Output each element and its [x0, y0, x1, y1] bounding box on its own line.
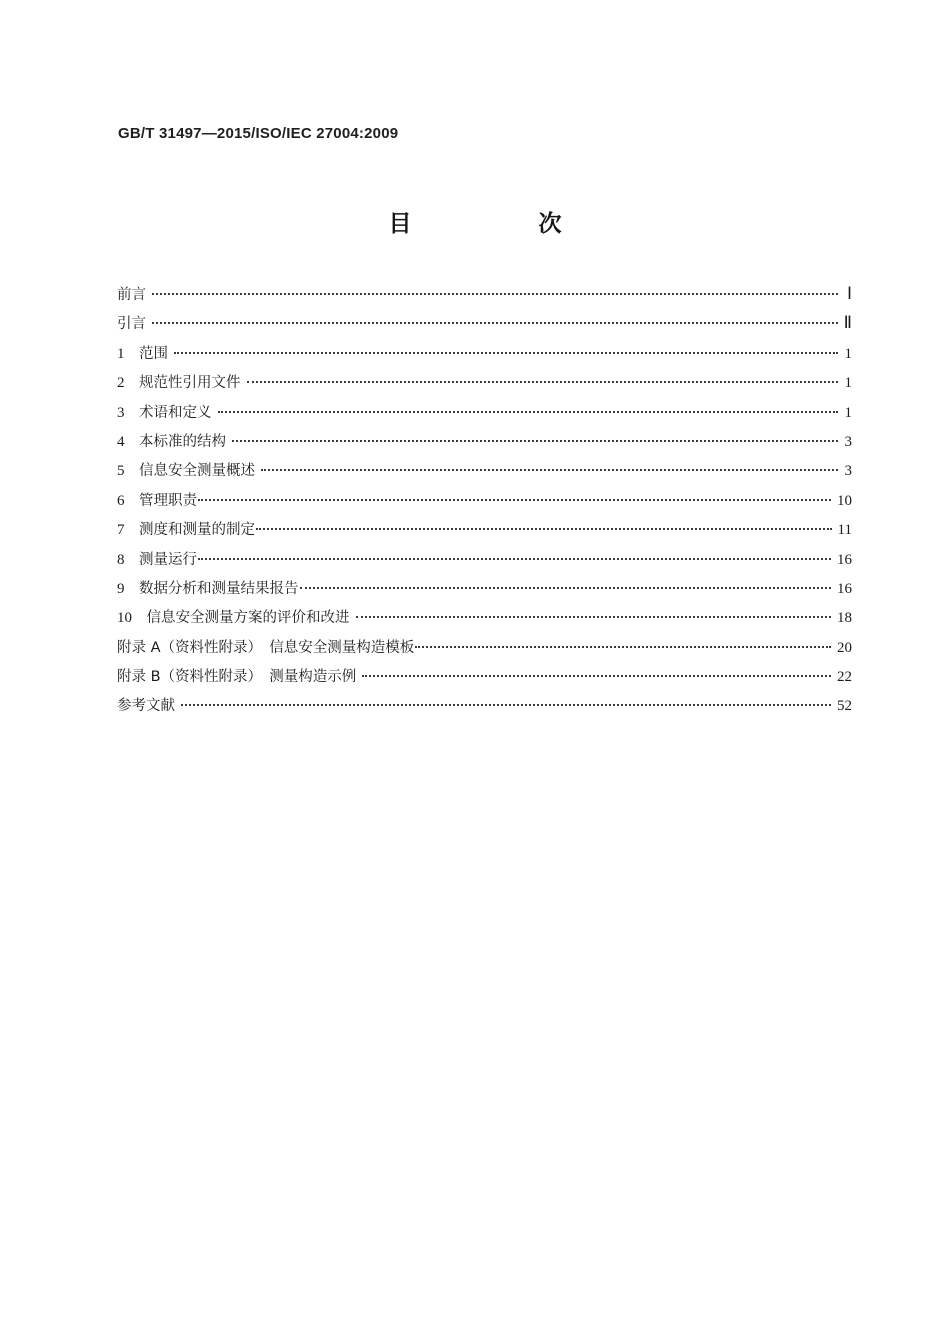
toc-entry-text: [117, 342, 168, 363]
leader-dots: [261, 469, 838, 471]
leader-dots: [152, 293, 838, 295]
toc-entry-text: [117, 606, 350, 627]
toc-entry-5[interactable]: [117, 459, 852, 488]
toc-entry-label: 前言: [117, 287, 146, 303]
toc-entry-page: Ⅱ: [843, 313, 852, 333]
leader-dots: [198, 558, 831, 560]
toc-entry-label: 数据分析和测量结果报告: [139, 580, 299, 597]
toc-entry-3[interactable]: [117, 401, 852, 430]
leader-dots: [362, 675, 831, 677]
toc-entry-page: 22: [837, 669, 852, 686]
toc-entry-number: 7: [117, 522, 125, 539]
toc-entry-8[interactable]: [117, 548, 852, 577]
toc-entry-page: 16: [837, 580, 852, 597]
toc-entry-number: 5: [117, 463, 125, 480]
toc-entry-label: 测量运行: [139, 551, 197, 568]
toc-entry-number: 3: [117, 404, 125, 421]
leader-dots: [152, 322, 838, 324]
leader-dots: [356, 616, 832, 618]
toc-entry-introduction[interactable]: [117, 312, 852, 341]
toc-entry-9[interactable]: [117, 577, 852, 606]
toc-entry-6[interactable]: [117, 489, 852, 518]
toc-entry-number: 10: [117, 610, 132, 627]
toc-entry-label: 规范性引用文件: [139, 375, 241, 392]
toc-entry-4[interactable]: [117, 430, 852, 459]
toc-entry-label: 范围: [139, 345, 168, 362]
standard-code-header: GB/T 31497—2015/ISO/IEC 27004:2009: [118, 125, 399, 142]
leader-dots: [218, 411, 839, 413]
toc-entry-text: [117, 577, 299, 598]
leader-dots: [247, 381, 839, 383]
toc-entry-foreword[interactable]: [117, 283, 852, 312]
toc-entry-page: 11: [837, 522, 852, 539]
toc-entry-text: [117, 489, 197, 510]
toc-entry-2[interactable]: [117, 371, 852, 400]
toc-entry-page: 16: [837, 551, 852, 568]
toc-entry-number: 2: [117, 375, 125, 392]
toc-entry-number: 4: [117, 433, 125, 450]
toc-entry-page: 1: [844, 345, 852, 362]
toc-entry-text: [117, 518, 255, 539]
leader-dots: [174, 352, 838, 354]
toc-entry-number: 8: [117, 551, 125, 568]
table-of-contents: [117, 283, 852, 724]
toc-title: 目 次: [388, 211, 614, 237]
toc-entry-page: 20: [837, 639, 852, 656]
toc-entry-page: 1: [844, 375, 852, 392]
toc-entry-number: 6: [117, 492, 125, 509]
leader-dots: [198, 499, 831, 501]
toc-entry-label: 参考文献: [117, 698, 175, 715]
toc-entry-bibliography[interactable]: [117, 694, 852, 723]
toc-entry-page: 18: [837, 610, 852, 627]
leader-dots: [256, 528, 832, 530]
leader-dots: [181, 704, 831, 706]
toc-entry-7[interactable]: [117, 518, 852, 547]
toc-entry-page: 3: [844, 433, 852, 450]
toc-entry-label: 附录 B（资料性附录） 测量构造示例: [117, 669, 357, 686]
toc-entry-page: 1: [844, 404, 852, 421]
toc-entry-page: 10: [837, 492, 852, 509]
toc-entry-text: [117, 401, 212, 422]
toc-entry-label: 测度和测量的制定: [139, 522, 255, 539]
toc-entry-10[interactable]: [117, 606, 852, 635]
toc-entry-page: 3: [844, 463, 852, 480]
toc-entry-text: [117, 430, 226, 451]
toc-entry-1[interactable]: [117, 342, 852, 371]
toc-entry-text: [117, 548, 197, 569]
toc-entry-number: 1: [117, 345, 125, 362]
toc-entry-label: 管理职责: [139, 492, 197, 509]
toc-entry-label: 术语和定义: [139, 404, 212, 421]
leader-dots: [300, 587, 832, 589]
toc-entry-text: [117, 371, 241, 392]
toc-entry-label: 本标准的结构: [139, 433, 226, 450]
leader-dots: [415, 646, 831, 648]
leader-dots: [232, 440, 838, 442]
toc-entry-page: Ⅰ: [846, 284, 852, 303]
toc-entry-annex-b[interactable]: [117, 665, 852, 694]
toc-entry-label: 附录 A（资料性附录） 信息安全测量构造模板: [117, 639, 415, 656]
toc-entry-text: [117, 459, 255, 480]
toc-entry-label: 引言: [117, 316, 146, 333]
toc-entry-annex-a[interactable]: [117, 636, 852, 665]
toc-entry-label: 信息安全测量概述: [139, 463, 255, 480]
toc-entry-label: 信息安全测量方案的评价和改进: [146, 610, 350, 627]
toc-entry-page: 52: [837, 698, 852, 715]
toc-entry-number: 9: [117, 580, 125, 597]
